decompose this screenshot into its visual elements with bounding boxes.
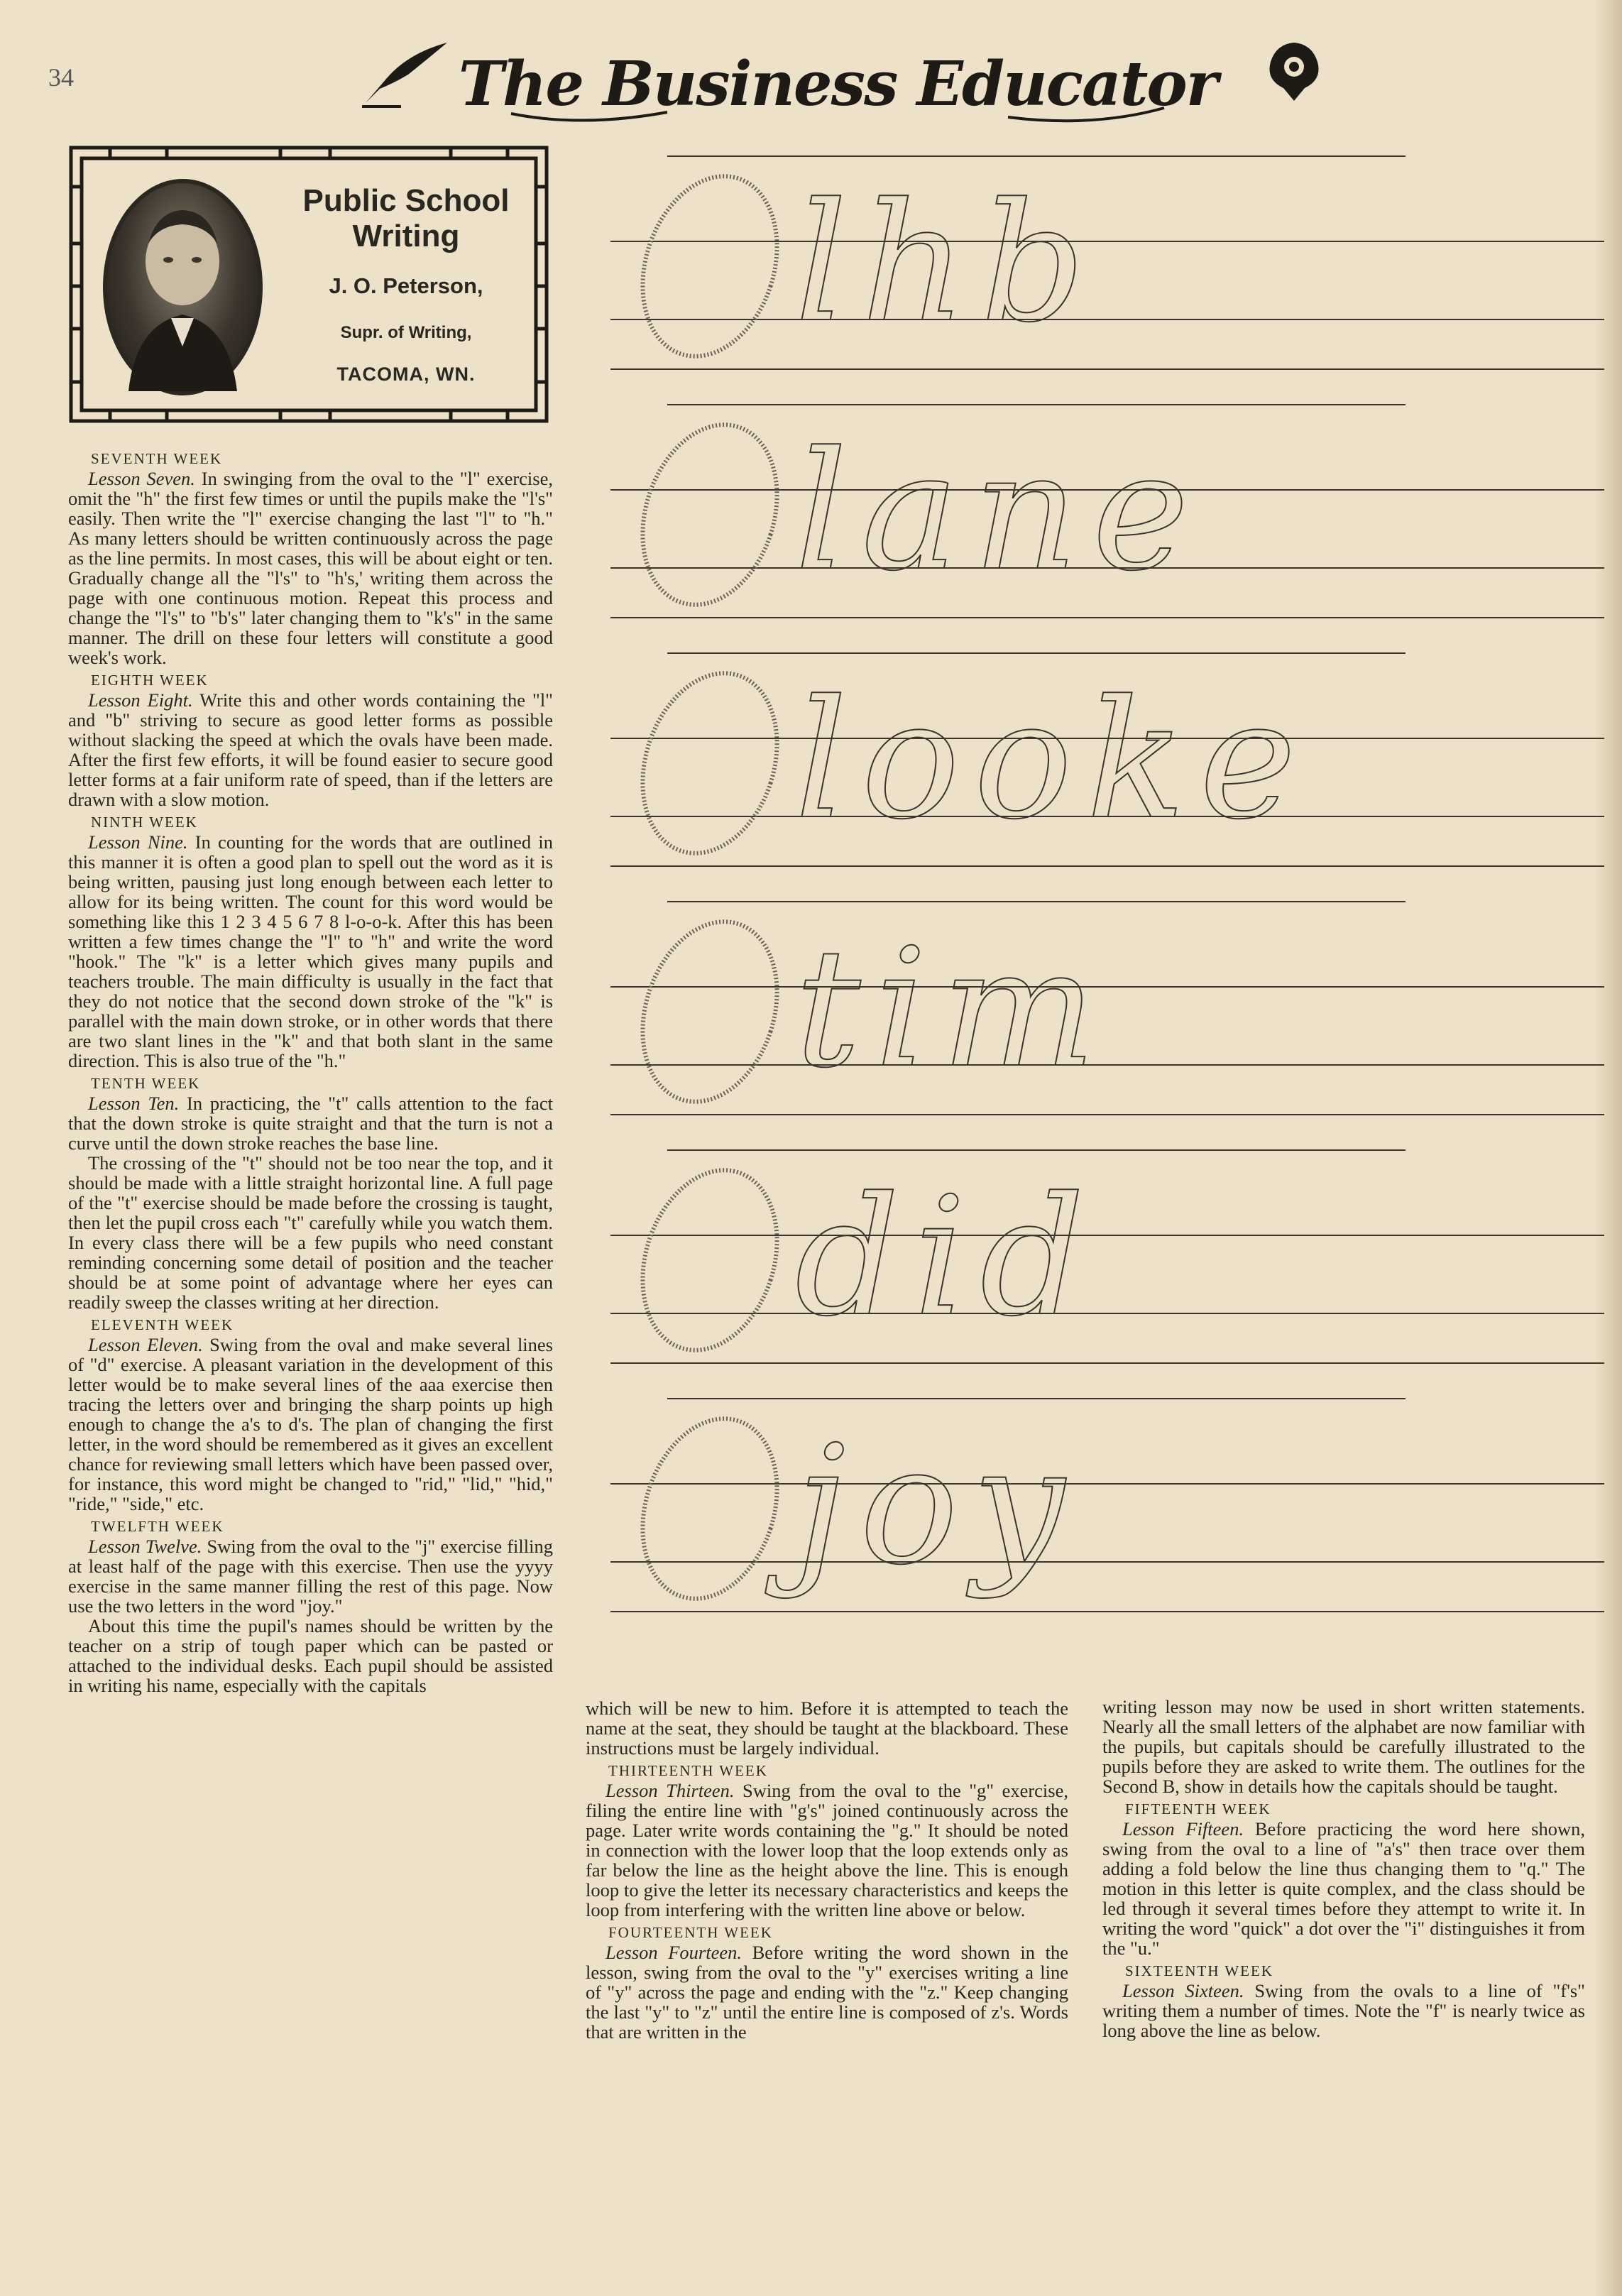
author-location: TACOMA, WN.	[336, 363, 476, 385]
lesson-paragraph	[586, 1781, 1068, 1920]
script-word: joy	[795, 1411, 1079, 1601]
oval-exercise	[620, 159, 799, 374]
lesson-paragraph	[68, 1536, 553, 1616]
handwriting-row	[610, 1150, 1604, 1367]
handwriting-row	[610, 405, 1604, 622]
script-word: did	[795, 1163, 1100, 1352]
lesson-text: The crossing of the "t" should not be too near the top, and it should be made with a little straight horizontal line. A full page of the "t" exercise should be made before the crossing is taught, then let the pupil cross each "t" carefully while you watch them. In every class there will be a few pupils who need constant reminding concerning some detail of position and the teacher should be at some point of advantage where her eyes can readily sweep the classes writing at her direction.	[68, 1152, 553, 1313]
handwriting-row	[610, 1399, 1604, 1616]
lesson-title: Lesson Fourteen.	[605, 1942, 742, 1963]
lesson-title: Lesson Fifteen.	[1122, 1818, 1244, 1839]
handwriting-plate	[610, 142, 1618, 1668]
lesson-text: Before practicing the word here shown, swing from the oval to a line of "a's" then trace over them adding a fold below the line thus changing them to "q." The motion in this letter is quite complex, and the class should be led through it several times before they attempt to write it. In writing the word "quick" a dot over the "i" distinguishes it from the "u."	[1102, 1818, 1585, 1959]
script-word: tim	[795, 914, 1111, 1104]
page-number: 34	[48, 63, 74, 92]
lesson-paragraph	[68, 1616, 553, 1695]
week-heading: THIRTEENTH WEEK	[608, 1762, 768, 1779]
lesson-text: About this time the pupil's names should be written by the teacher on a strip of tough paper which can be pasted or attached to the individual desks. Each pupil should be assisted in writing his name, especially with the capitals	[68, 1615, 553, 1696]
week-heading: FOURTEENTH WEEK	[608, 1924, 773, 1941]
masthead-logo	[458, 28, 1217, 135]
script-word: looke	[795, 666, 1310, 855]
lesson-text: Before writing the word shown in the lesson, swing from the oval to the "y" exercises writing a line of "y" across the page and ending with the "z." Keep changing the last "y" to "z" until the entire line is composed of z's. Words that are written in the	[586, 1942, 1068, 2043]
right-text-column	[1102, 1697, 1585, 2040]
handwriting-row	[610, 902, 1604, 1119]
oval-exercise	[620, 656, 799, 871]
lesson-text: In counting for the words that are outlined in this manner it is often a good plan to spell out the word as it is being written, pausing just long enough between each letter to allow for its being written. The count for this word would be something like this 1 2 3 4 5 6 7 8 l-o-o-k. After this has been written a few times change the "l" to "h" and write the word "hook." The "k" is a letter which gives many pupils and teachers trouble. The main difficulty is usually in the fact that they do not notice that the second down stroke of the "k" is parallel with the main down stroke, or in other words that there are two slant lines in the "k" and that both slant in the same direction. This is also true of the "h."	[68, 831, 553, 1071]
lesson-text: Write this and other words containing the "l" and "b" striving to secure as good letter forms as possible without slacking the speed at which the ovals have been made. After the first few efforts, it will be found easier to secure good letter forms at a fair uniform rate of speed, than if the letters are drawn with a slow motion.	[68, 689, 553, 810]
quill-icon	[358, 39, 451, 110]
lesson-text: which will be new to him. Before it is attempted to teach the name at the seat, they should be taught at the blackboard. These instructions must be largely individual.	[586, 1698, 1068, 1759]
page-edge-shadow	[1594, 0, 1622, 2296]
lesson-paragraph	[68, 469, 553, 667]
header-title-line2: Writing	[352, 219, 460, 253]
week-heading: NINTH WEEK	[91, 814, 198, 831]
handwriting-row	[610, 653, 1604, 870]
oval-exercise	[620, 1401, 799, 1617]
lesson-text: In swinging from the oval to the "l" exercise, omit the "h" the first few times or until the pupils make the "l's" easily. Then write the "l" exercise changing the last "l" to "h." As many letters should be written continuously across the page as the line permits. In most cases, this will be about eight or ten. Gradually change all the "l's" to "h's,' writing them across the page with one continuous motion. Repeat this process and change the "l's" to "b's" later changing them to "k's" in the same manner. The drill on these four letters will constitute a good week's work.	[68, 468, 553, 668]
lesson-text: writing lesson may now be used in short written statements. Nearly all the small letters of the alphabet are now familiar with the pupils, but capitals should be carefully illustrated to the pupils before they are asked to write them. The outlines for the Second B, show in details how the capitals should be taught.	[1102, 1696, 1585, 1797]
lesson-title: Lesson Seven.	[88, 468, 195, 489]
lesson-text: Swing from the oval and make several lines of "d" exercise. A pleasant variation in the development of this letter would be to make several lines of the aaa exercise then tracing the letters over and bringing the sharp points up high enough to change the a's to d's. The plan of changing the first letter, in the word should be remembered as it gives an excellent chance for reviewing small letters which have been passed over, for instance, this word might be changed to "rid," "lid," "hid," "ride," "side," etc.	[68, 1334, 553, 1514]
left-text-column	[68, 446, 553, 1695]
lesson-text: Swing from the ovals to a line of "f's" writing them a number of times. Note the "f" is nearly twice as long above the line as below.	[1102, 1980, 1586, 2041]
lesson-paragraph	[68, 1153, 553, 1312]
lesson-paragraph	[586, 1942, 1068, 2042]
lesson-title: Lesson Eleven.	[88, 1334, 203, 1355]
oval-exercise	[620, 904, 799, 1120]
oval-exercise	[620, 408, 799, 623]
script-word: lhb	[795, 169, 1100, 359]
handwriting-row	[610, 156, 1604, 373]
author-name: J. O. Peterson,	[329, 273, 483, 298]
oval-exercise	[620, 1153, 799, 1368]
lesson-text: Swing from the oval to the "j" exercise filling at least half of the page with this exercise. Then use the yyyy exercise in the same manner filling the rest of this page. Now use the two letters in the word "joy."	[68, 1536, 553, 1617]
script-word: lane	[795, 417, 1203, 607]
lesson-paragraph	[68, 690, 553, 809]
week-heading: TWELFTH WEEK	[91, 1518, 224, 1535]
lesson-paragraph	[1102, 1819, 1585, 1958]
lesson-paragraph	[68, 1335, 553, 1514]
lesson-text: Swing from the oval to the "g" exercise, filing the entire line with "g's" joined continuously across the page. Later write words containing the "g." It should be noted in connection with the lower loop that the loop extends only as far below the line as the height above the line. This is enough loop to give the letter its necessary characteristics and keeps the loop from interfering with the written line above or below.	[586, 1780, 1068, 1920]
week-heading: ELEVENTH WEEK	[91, 1316, 234, 1333]
lesson-paragraph	[68, 832, 553, 1071]
emblem-icon	[1262, 37, 1326, 104]
lesson-paragraph	[68, 1093, 553, 1153]
lesson-title: Lesson Twelve.	[88, 1536, 202, 1557]
lesson-title: Lesson Sixteen.	[1122, 1980, 1244, 2001]
author-portrait	[103, 179, 263, 395]
lesson-text: In practicing, the "t" calls attention to the fact that the down stroke is quite straight and that the turn is not a curve until the down stroke reaches the base line.	[68, 1093, 553, 1154]
author-role: Supr. of Writing,	[340, 323, 472, 342]
lesson-title: Lesson Eight.	[88, 689, 193, 711]
week-heading: TENTH WEEK	[91, 1075, 201, 1092]
lesson-title: Lesson Ten.	[88, 1093, 180, 1114]
masthead-title: The Business Educator	[458, 48, 1217, 120]
middle-text-column	[586, 1698, 1068, 2042]
lesson-paragraph	[1102, 1697, 1585, 1796]
week-heading: FIFTEENTH WEEK	[1125, 1800, 1271, 1817]
week-heading: EIGHTH WEEK	[91, 672, 209, 689]
week-heading: SIXTEENTH WEEK	[1125, 1962, 1273, 1979]
header-title-line1: Public School	[302, 183, 510, 218]
week-heading: SEVENTH WEEK	[91, 450, 223, 467]
lesson-paragraph	[586, 1698, 1068, 1758]
lesson-title: Lesson Thirteen.	[605, 1780, 735, 1801]
lesson-paragraph	[1102, 1981, 1585, 2040]
lesson-title: Lesson Nine.	[88, 831, 188, 853]
